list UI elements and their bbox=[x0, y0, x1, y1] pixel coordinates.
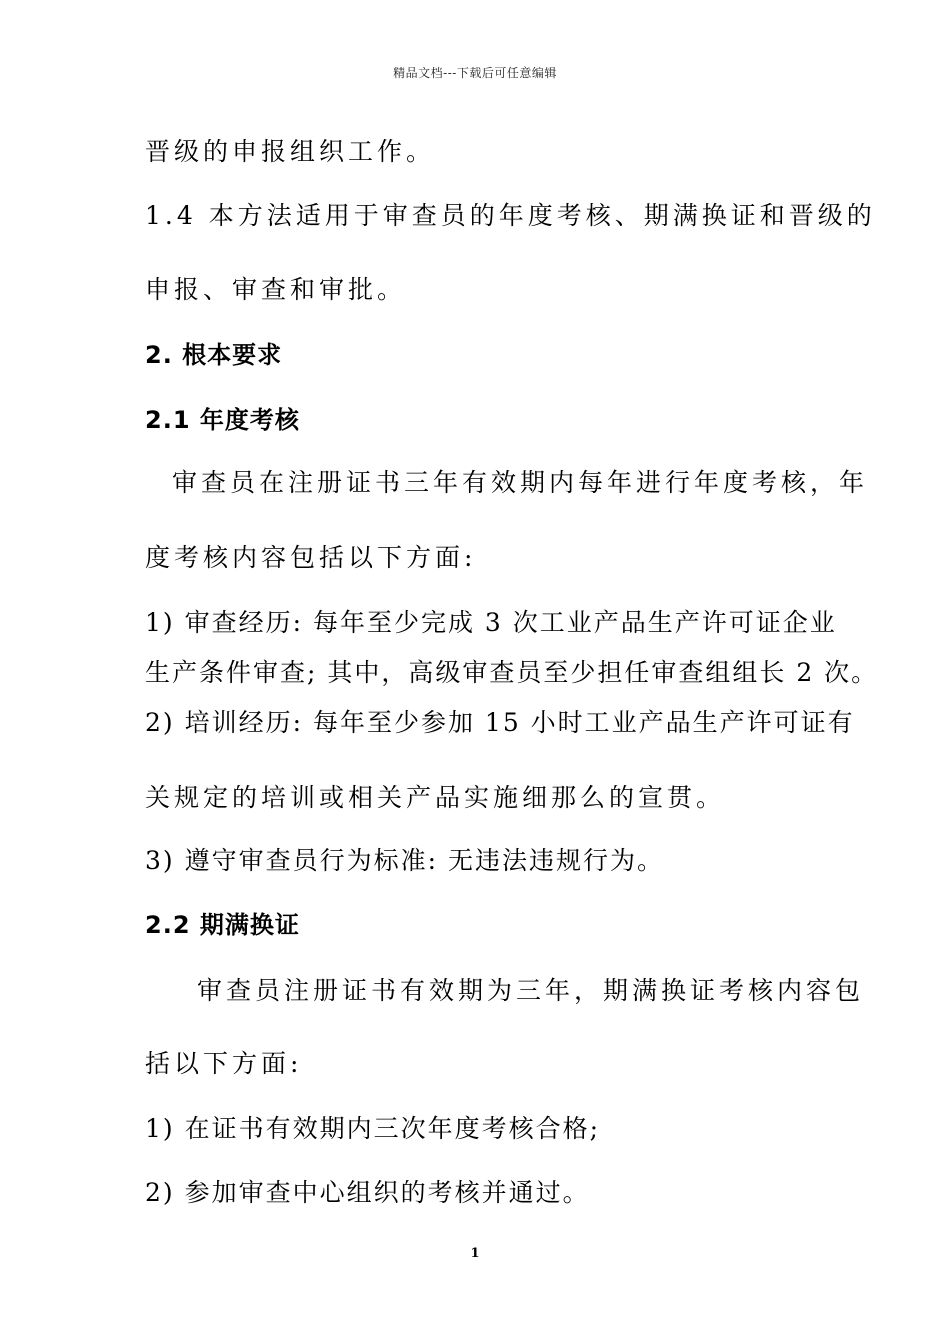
paragraph-line: 审查员注册证书有效期为三年，期满换证考核内容包 bbox=[197, 976, 865, 1005]
paragraph-line: 审查员在注册证书三年有效期内每年进行年度考核，年 bbox=[172, 468, 869, 497]
section-heading: 2.1 年度考核 bbox=[145, 406, 300, 434]
paragraph-line: 1.4 本方法适用于审查员的年度考核、期满换证和晋级的 bbox=[145, 201, 876, 230]
paragraph-line: 申报、审查和审批。 bbox=[145, 275, 407, 304]
section-heading: 2. 根本要求 bbox=[145, 341, 283, 369]
list-item: 2) 参加审查中心组织的考核并通过。 bbox=[145, 1178, 590, 1207]
paragraph-line: 括以下方面: bbox=[145, 1049, 303, 1078]
page-header: 精品文档---下载后可任意编辑 bbox=[393, 66, 557, 80]
list-item: 2) 培训经历: 每年至少参加 15 小时工业产品生产许可证有 bbox=[145, 708, 855, 737]
section-heading: 2.2 期满换证 bbox=[145, 911, 300, 939]
paragraph-line: 关规定的培训或相关产品实施细那么的宣贯。 bbox=[145, 783, 726, 812]
list-item: 1) 审查经历: 每年至少完成 3 次工业产品生产许可证企业 bbox=[145, 608, 837, 637]
page-number: 1 bbox=[470, 1246, 480, 1261]
paragraph-line: 晋级的申报组织工作。 bbox=[145, 137, 436, 166]
list-item: 1) 在证书有效期内三次年度考核合格; bbox=[145, 1114, 601, 1143]
list-item: 生产条件审查; 其中，高级审查员至少担任审查组组长 2 次。 bbox=[145, 658, 879, 687]
list-item: 3) 遵守审查员行为标准: 无违法违规行为。 bbox=[145, 846, 664, 875]
paragraph-line: 度考核内容包括以下方面: bbox=[145, 543, 477, 572]
